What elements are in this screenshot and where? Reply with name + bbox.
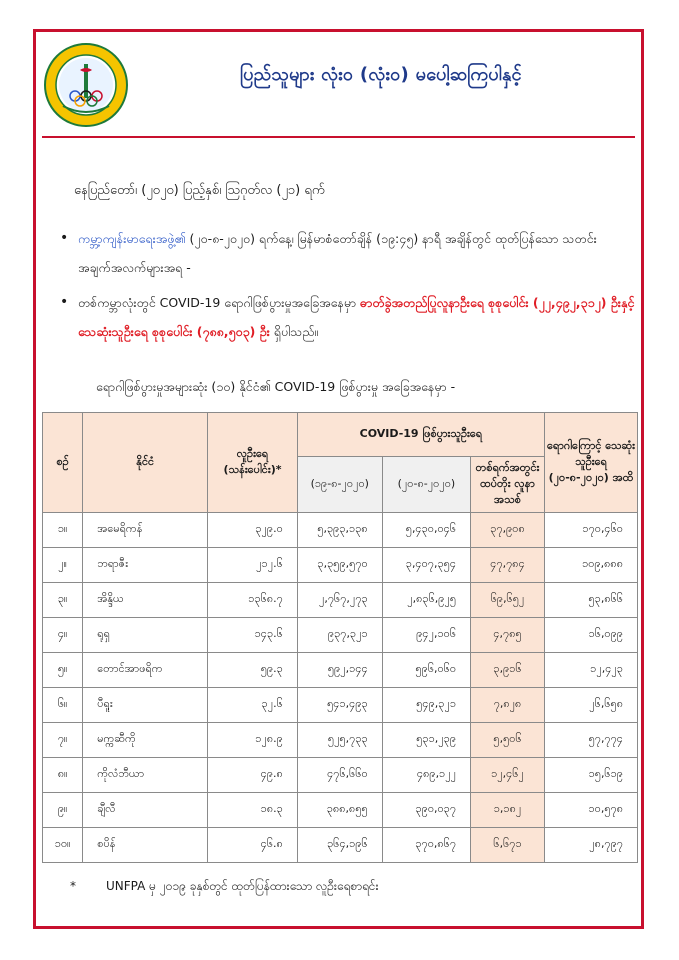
cell-new-cases: ၄,၇၈၅ [471,618,545,653]
cell-cases-19: ၅၉၂,၁၄၄ [297,653,382,688]
cell-cases-19: ၂,၇၆၇,၂၇၃ [297,583,382,618]
cell-no: ၈။ [43,758,83,793]
cell-cases-19: ၉၃၇,၃၂၁ [297,618,382,653]
footnote-text: UNFPA မှ ၂၀၁၉ ခုနှစ်တွင် ထုတ်ပြန်ထားသော လူဦးရေစာရင်း [106,879,379,893]
cell-population: ၃၂၉.၀ [208,513,298,548]
cell-cases-20: ၃၇၀,၈၆၇ [382,828,470,863]
ministry-seal-icon [43,42,129,128]
cell-population: ၂၁၂.၆ [208,548,298,583]
table-row [43,723,638,758]
cell-cases-20: ၅၄၉,၃၂၁ [382,688,470,723]
cell-cases-20: ၅၉၆,၀၆၀ [382,653,470,688]
footnote [70,878,379,896]
footnote-star: * [70,879,76,893]
table-row [43,618,638,653]
cell-country: စပိန် [83,828,208,863]
cell-deaths: ၅၃,၈၆၆ [544,583,637,618]
table-row [43,828,638,863]
cell-country: ဘရာဇီး [83,548,208,583]
cell-deaths: ၅၇,၇၇၄ [544,723,637,758]
cell-population: ၁၈.၃ [208,793,298,828]
cell-deaths: ၁၅,၆၁၉ [544,758,637,793]
cell-no: ၇။ [43,723,83,758]
cell-country: မက္ကဆီကို [83,723,208,758]
col-header-date-19: (၁၉-၈-၂၀၂၀) [297,457,382,513]
who-org-name: ကမ္ဘာ့ကျန်းမာရေးအဖွဲ့၏ [78,231,186,246]
header [36,32,641,134]
cell-new-cases: ၆,၆၇၁ [471,828,545,863]
table-row [43,513,638,548]
cell-new-cases: ၃၇,၉၀၈ [471,513,545,548]
cell-deaths: ၁၇၀,၄၆၀ [544,513,637,548]
cell-new-cases: ၁,၁၈၂ [471,793,545,828]
cell-country: အမေရိကန် [83,513,208,548]
cell-deaths: ၂၈,၇၉၇ [544,828,637,863]
table-row [43,653,638,688]
cell-population: ၃၂.၆ [208,688,298,723]
cell-new-cases: ၇,၈၂၈ [471,688,545,723]
bullet-2-end: ရှိပါသည်။ [269,324,319,339]
cell-country: ကိုလံဘီယာ [83,758,208,793]
cell-new-cases: ၁၂,၄၆၂ [471,758,545,793]
cell-population: ၅၉.၃ [208,653,298,688]
bullet-global-totals [56,288,636,346]
cell-population: ၁၄၃.၆ [208,618,298,653]
bullet-list [56,224,636,346]
cell-cases-19: ၅,၃၉၃,၁၃၈ [297,513,382,548]
cell-deaths: ၁၆,၀၉၉ [544,618,637,653]
bullet-2-text: တစ်ကမ္ဘာလုံးတွင် COVID-19 ရောဂါဖြစ်ပွားမှုအခြေအနေမှာ [78,295,361,310]
cell-cases-20: ၃၉၀,၀၃၇ [382,793,470,828]
table-row [43,793,638,828]
cell-new-cases: ၄၇,၇၈၄ [471,548,545,583]
cell-no: ၆။ [43,688,83,723]
cell-cases-19: ၃၈၈,၈၅၅ [297,793,382,828]
col-header-deaths: ရောဂါကြောင့် သေဆုံးသူဦးရေ (၂၀-၈-၂၀၂၀) အထိ [544,413,637,513]
cell-deaths: ၂၆,၆၅၈ [544,688,637,723]
col-header-cases: COVID-19 ဖြစ်ပွားသူဦးရေ [297,413,544,457]
cell-deaths: ၁၀၉,၈၈၈ [544,548,637,583]
cell-cases-20: ၃,၄၀၇,၃၅၄ [382,548,470,583]
cell-cases-20: ၅,၄၃၀,၀၄၆ [382,513,470,548]
col-header-population: လူဦးရေ (သန်းပေါင်း)* [208,413,298,513]
cell-no: ၃။ [43,583,83,618]
cell-country: ချီလီ [83,793,208,828]
col-header-date-20: (၂၀-၈-၂၀၂၀) [382,457,470,513]
table-row [43,758,638,793]
cell-no: ၅။ [43,653,83,688]
cell-cases-20: ၄၈၉,၁၂၂ [382,758,470,793]
global-totals-highlight: ဓာတ်ခွဲအတည်ပြုလူနာဦးရေ စုစုပေါင်း (၂၂,၄၉၂,၃၁၂) ဦးနှင့် သေဆုံးသူဦးရေ စုစုပေါင်း (၇၈၈,၅၀၃) ဦး [78,295,635,339]
cell-no: ၁၀။ [43,828,83,863]
cell-population: ၁၃၆၈.၇ [208,583,298,618]
cell-cases-19: ၅၂၅,၇၃၃ [297,723,382,758]
cell-new-cases: ၅,၅၀၆ [471,723,545,758]
table-row [43,688,638,723]
cell-no: ၁။ [43,513,83,548]
cell-country: အိန္ဒိယ [83,583,208,618]
bullet-dot-icon: • [60,230,69,246]
cell-new-cases: ၃,၉၁၆ [471,653,545,688]
top10-countries-table [42,412,638,863]
cell-cases-20: ၅၃၁,၂၃၉ [382,723,470,758]
col-header-no: စဉ် [43,413,83,513]
page-title: ပြည်သူများ လုံး၀ (လုံး၀) မပေါ့ဆကြပါနှင့် [240,64,522,85]
cell-new-cases: ၆၉,၆၅၂ [471,583,545,618]
col-header-country: နိုင်ငံ [83,413,208,513]
cell-country: ရုရှ [83,618,208,653]
cell-cases-19: ၅၄၁,၄၉၃ [297,688,382,723]
cell-population: ၁၂၈.၉ [208,723,298,758]
table-row [43,583,638,618]
cell-population: ၄၆.၈ [208,828,298,863]
cell-no: ၉။ [43,793,83,828]
cell-cases-19: ၄၇၆,၆၆၀ [297,758,382,793]
bullet-dot-icon: • [60,294,69,310]
document-frame [33,29,644,929]
bullet-who-source [56,224,636,282]
cell-population: ၄၉.၈ [208,758,298,793]
cell-deaths: ၁၀,၅၇၈ [544,793,637,828]
table-row [43,548,638,583]
cell-cases-20: ၂,၈၃၆,၉၂၅ [382,583,470,618]
bullet-1-text: (၂၀-၈-၂၀၂၀) ရက်နေ့၊ မြန်မာစံတော်ချိန် (၁၉:၄၅) နာရီ အချိန်တွင် ထုတ်ပြန်သော သတင်းအချက်အလက်များအရ - [78,231,597,275]
cell-no: ၄။ [43,618,83,653]
cell-country: ပီရူး [83,688,208,723]
title-divider [42,136,635,138]
cell-cases-19: ၃,၃၅၉,၅၇၀ [297,548,382,583]
cell-no: ၂။ [43,548,83,583]
table-intro: ရောဂါဖြစ်ပွားမှုအများဆုံး (၁၀) နိုင်ငံ၏ COVID-19 ဖြစ်ပွားမှု အခြေအနေမှာ - [96,379,456,394]
cell-cases-19: ၃၆၄,၁၉၆ [297,828,382,863]
cell-cases-20: ၉၄၂,၁၀၆ [382,618,470,653]
cell-deaths: ၁၂,၄၂၃ [544,653,637,688]
cell-country: တောင်အာဖရိက [83,653,208,688]
dateline: နေပြည်တော်၊ (၂၀၂၀) ပြည့်နှစ်၊ ဩဂုတ်လ (၂၁) ရက် [74,183,325,198]
col-header-new-cases: တစ်ရက်အတွင်း ထပ်တိုး လူနာ အသစ် [471,457,545,513]
